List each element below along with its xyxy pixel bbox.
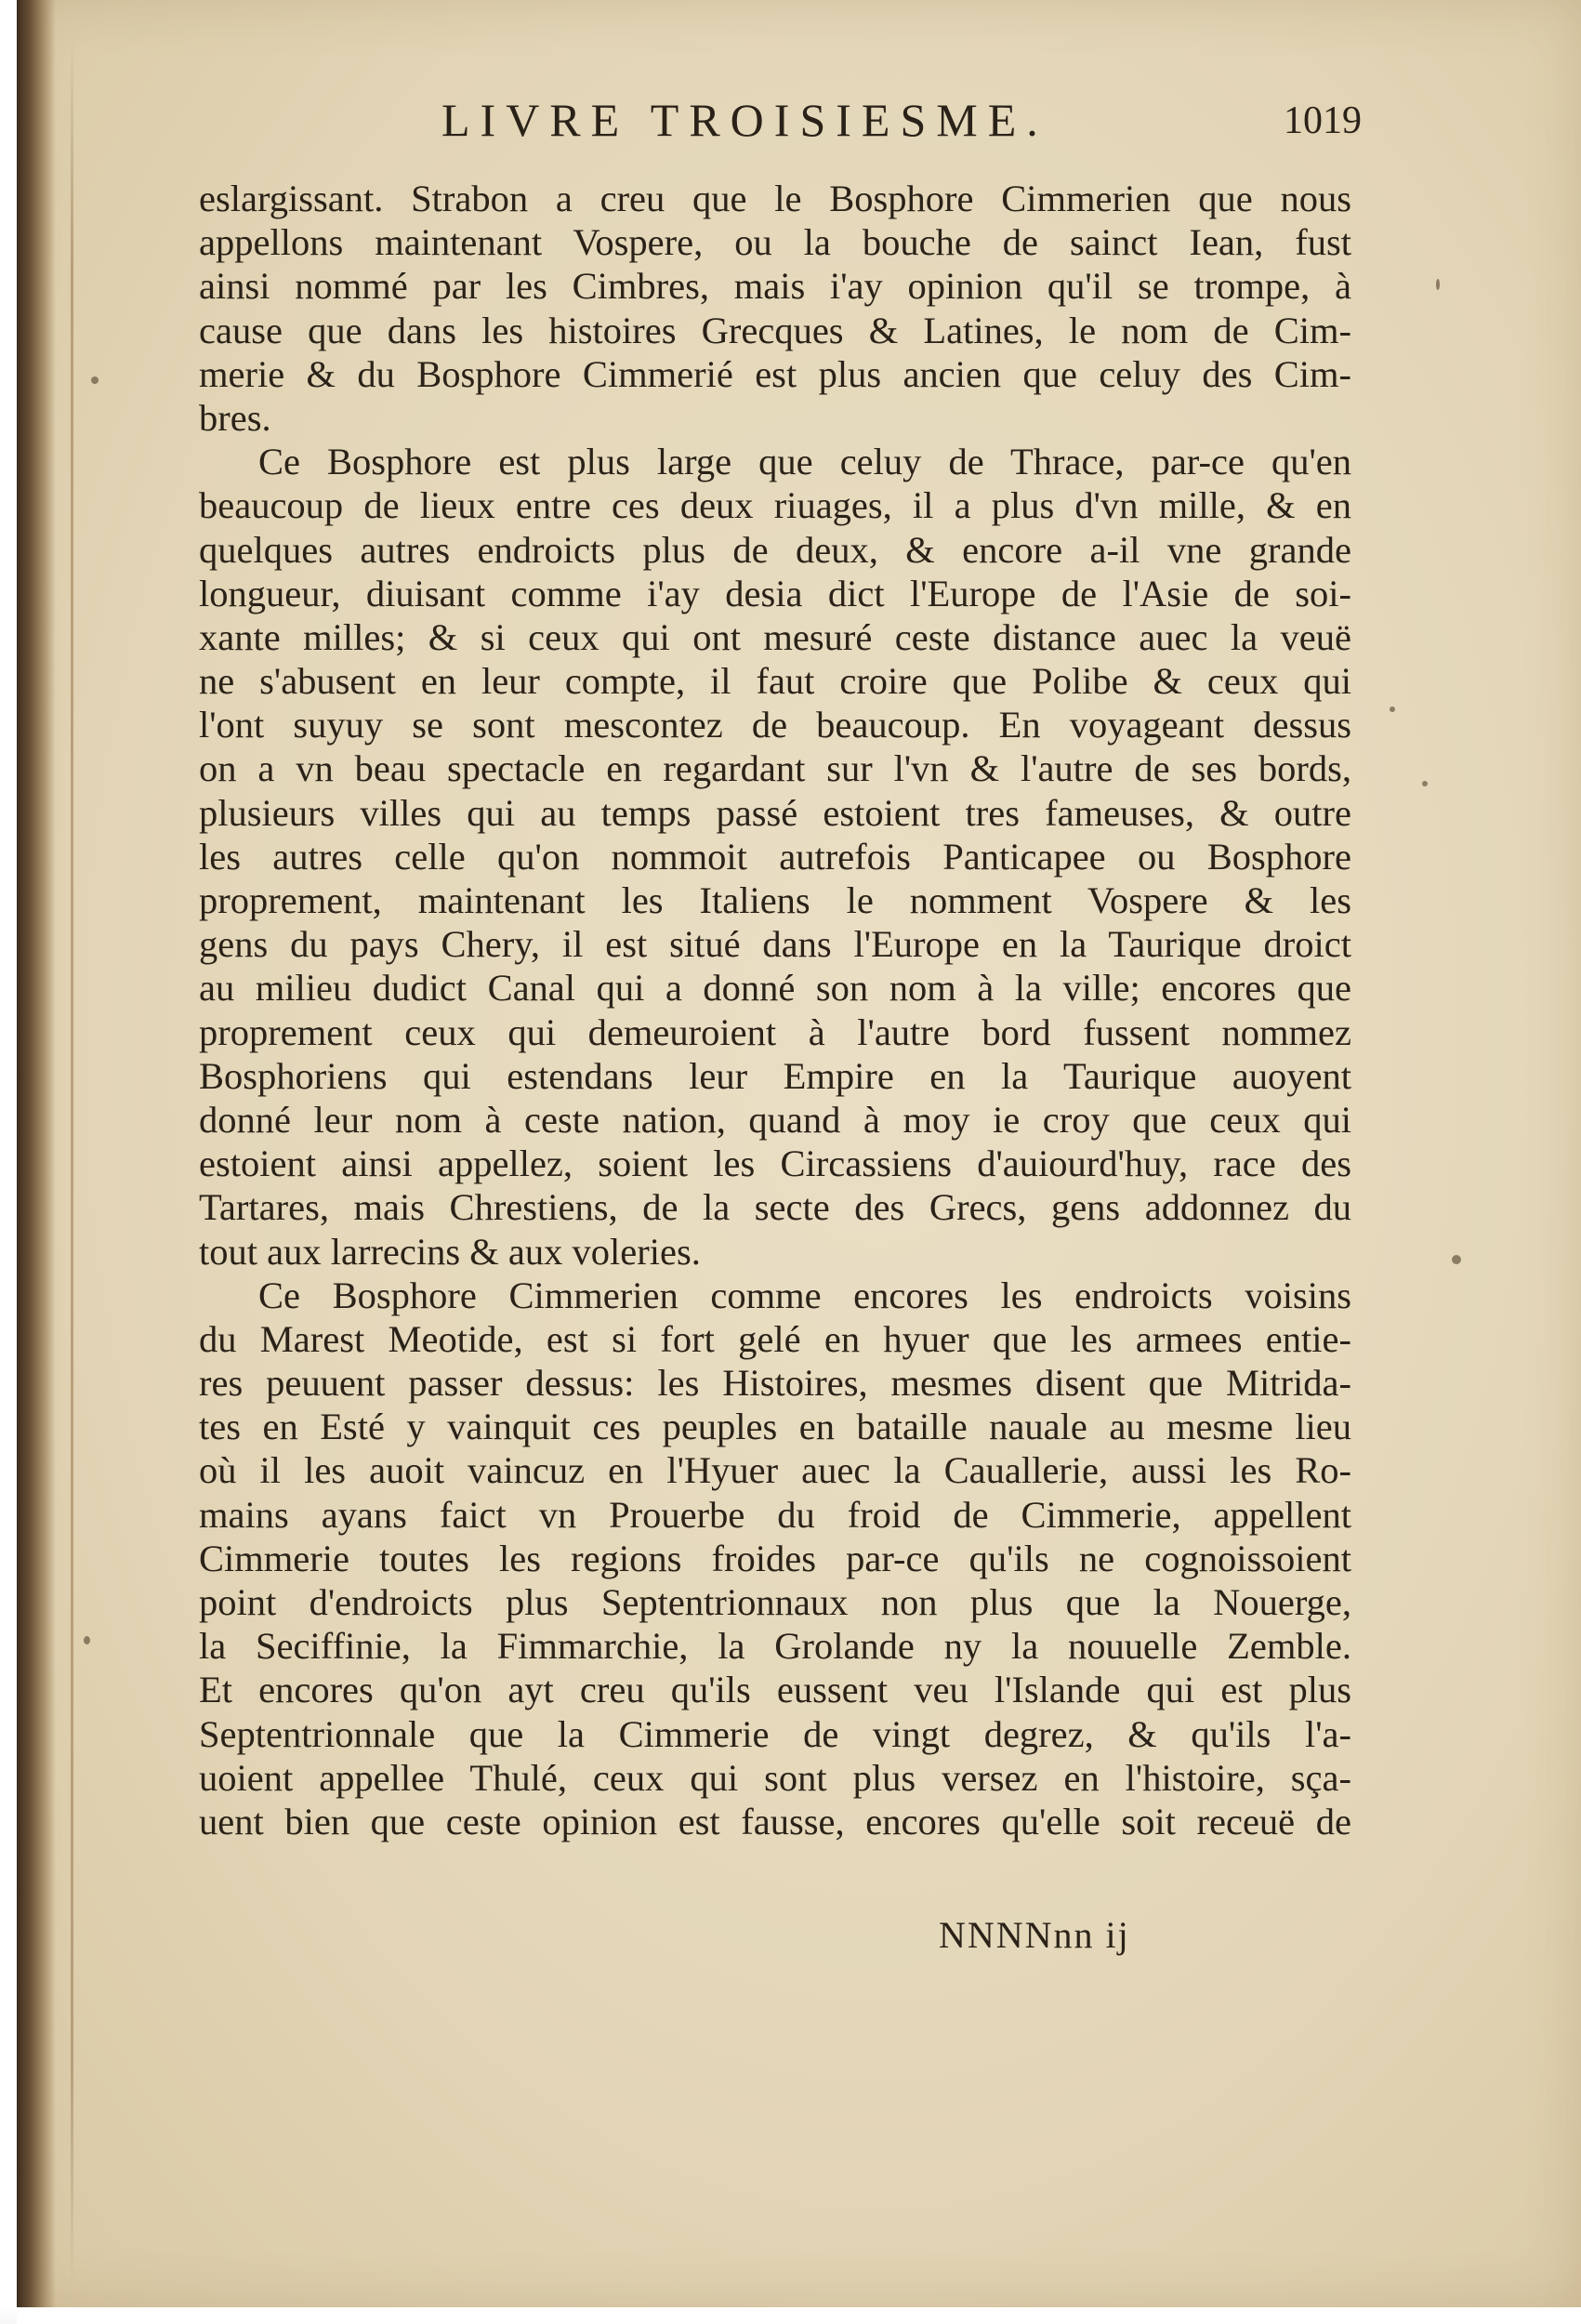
text-line: uoient appellee Thulé, ceux qui sont plus versez en l'histoire, sça- xyxy=(199,1756,1351,1799)
text-line: Tartares, mais Chrestiens, de la secte des Grecs, gens addonnez du xyxy=(199,1186,1351,1229)
ink-speck xyxy=(91,376,99,384)
text-line: tes en Esté y vainquit ces peuples en bataille nauale au mesme lieu xyxy=(199,1406,1351,1448)
page-number: 1019 xyxy=(1284,99,1362,142)
running-title: LIVRE TROISIESME. xyxy=(441,94,1048,146)
text-line: longueur, diuisant comme i'ay desia dict l'Europe de l'Asie de soi- xyxy=(199,572,1351,614)
text-line: Septentrionnale que la Cimmerie de vingt degrez, & qu'ils l'a- xyxy=(199,1712,1351,1755)
text-line: appellons maintenant Vospere, ou la bouche de sainct Iean, fust xyxy=(199,221,1351,264)
page-bottom-margin xyxy=(17,2307,1581,2324)
text-line: on a vn beau spectacle en regardant sur l'vn & l'autre de ses bords, xyxy=(199,747,1351,790)
text-line: uent bien que ceste opinion est fausse, encores qu'elle soit receuë de xyxy=(199,1800,1351,1842)
text-line: Bosphoriens qui estendans leur Empire en la Taurique auoyent xyxy=(199,1054,1351,1097)
text-line: res peuuent passer dessus: les Histoires, mesmes disent que Mitrida- xyxy=(199,1362,1351,1405)
text-line: du Marest Meotide, est si fort gelé en hyuer que les armees entie- xyxy=(199,1317,1351,1360)
text-line: cause que dans les histoires Grecques & Latines, le nom de Cim- xyxy=(199,309,1351,351)
ink-speck xyxy=(84,1636,90,1644)
ink-speck xyxy=(1390,706,1395,712)
text-line: estoient ainsi appellez, soient les Circassiens d'auiourd'huy, race des xyxy=(199,1142,1351,1185)
gutter-shadow xyxy=(71,37,73,2287)
text-line: eslargissant. Strabon a creu que le Bosphore Cimmerien que nous xyxy=(199,178,1351,219)
text-line: bres. xyxy=(199,396,271,439)
ink-speck xyxy=(1452,1255,1461,1264)
text-line: proprement ceux qui demeuroient à l'autre bord fussent nommez xyxy=(199,1010,1351,1053)
text-line: beaucoup de lieux entre ces deux riuages, il a plus d'vn mille, & en xyxy=(199,484,1351,527)
text-line: xante milles; & si ceux qui ont mesuré ceste distance auec la veuë xyxy=(199,615,1351,658)
ink-speck xyxy=(1436,279,1440,290)
text-line: mains ayans faict vn Prouerbe du froid de Cimmerie, appellent xyxy=(199,1493,1351,1536)
text-line: donné leur nom à ceste nation, quand à moy ie croy que ceux qui xyxy=(199,1098,1351,1141)
text-line: gens du pays Chery, il est situé dans l'Europe en la Taurique droict xyxy=(199,923,1351,966)
text-line: où il les auoit vaincuz en l'Hyuer auec la Cauallerie, aussi les Ro- xyxy=(199,1449,1351,1492)
text-line: l'ont suyuy se sont mescontez de beaucoup. En voyageant dessus xyxy=(199,704,1351,746)
body-text xyxy=(199,177,1351,1843)
text-line: Ce Bosphore est plus large que celuy de Thrace, par-ce qu'en xyxy=(258,441,1351,483)
text-line: Cimmerie toutes les regions froides par-ce qu'ils ne cognoissoient xyxy=(199,1537,1351,1579)
text-line: au milieu dudict Canal qui a donné son nom à la ville; encores que xyxy=(199,967,1351,1010)
signature-mark: NNNNnn ij xyxy=(939,1914,1130,1956)
text-line: ne s'abusent en leur compte, il faut croire que Polibe & ceux qui xyxy=(199,660,1351,703)
text-line: plusieurs villes qui au temps passé estoient tres fameuses, & outre xyxy=(199,791,1351,834)
book-gutter xyxy=(17,0,56,2307)
text-line: les autres celle qu'on nommoit autrefois Panticapee ou Bosphore xyxy=(199,835,1351,878)
text-line: point d'endroicts plus Septentrionnaux non plus que la Nouerge, xyxy=(199,1581,1351,1623)
text-line: Et encores qu'on ayt creu qu'ils eussent veu l'Islande qui est plus xyxy=(199,1669,1351,1711)
text-line: proprement, maintenant les Italiens le nomment Vospere & les xyxy=(199,879,1351,921)
ink-speck xyxy=(1422,781,1428,786)
text-line: quelques autres endroicts plus de deux, & encore a-il vne grande xyxy=(199,528,1351,571)
running-head xyxy=(200,93,1362,158)
text-line: la Seciffinie, la Fimmarchie, la Grolande ny la nouuelle Zemble. xyxy=(199,1625,1351,1668)
text-line: ainsi nommé par les Cimbres, mais i'ay opinion qu'il se trompe, à xyxy=(199,265,1351,308)
text-line: Ce Bosphore Cimmerien comme encores les endroicts voisins xyxy=(258,1274,1351,1316)
text-line: merie & du Bosphore Cimmerié est plus ancien que celuy des Cim- xyxy=(199,352,1351,395)
text-line: tout aux larrecins & aux voleries. xyxy=(199,1230,701,1273)
